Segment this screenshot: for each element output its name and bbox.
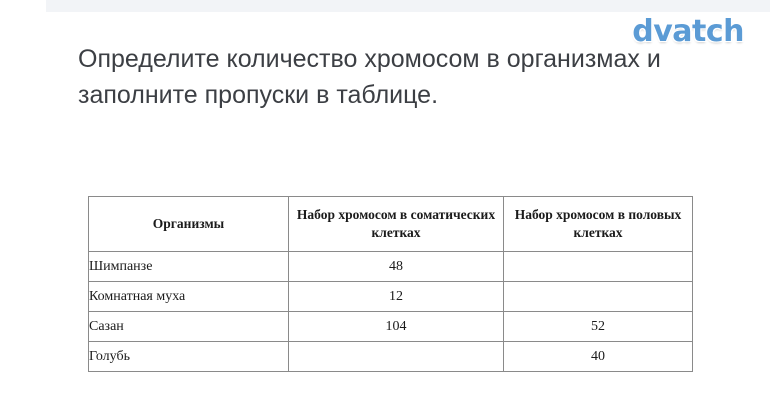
column-header-somatic: Набор хромосом в соматических клетках: [289, 197, 504, 252]
table-row: [89, 342, 693, 372]
watermark: dvatch: [632, 14, 744, 49]
top-strip-notch: [0, 0, 46, 12]
cell-organism: Шимпанзе: [89, 252, 289, 282]
chromosome-table-wrapper: [88, 196, 692, 372]
cell-somatic: [289, 342, 504, 372]
chromosome-table: [88, 196, 693, 372]
cell-sex: [504, 282, 693, 312]
cell-sex: [504, 252, 693, 282]
table-row: [89, 252, 693, 282]
cell-organism: Комнатная муха: [89, 282, 289, 312]
cell-sex: 52: [504, 312, 693, 342]
table-header-row: [89, 197, 693, 252]
cell-somatic: 104: [289, 312, 504, 342]
question-text: Определите количество хромосом в организмах и заполните пропуски в таблице.: [78, 45, 661, 109]
cell-organism: Голубь: [89, 342, 289, 372]
column-header-organisms: Организмы: [89, 197, 289, 252]
table-row: [89, 282, 693, 312]
cell-somatic: 12: [289, 282, 504, 312]
table-row: [89, 312, 693, 342]
cell-somatic: 48: [289, 252, 504, 282]
column-header-sex: Набор хромосом в половых клетках: [504, 197, 693, 252]
cell-sex: 40: [504, 342, 693, 372]
top-strip: [0, 0, 770, 12]
cell-organism: Сазан: [89, 312, 289, 342]
